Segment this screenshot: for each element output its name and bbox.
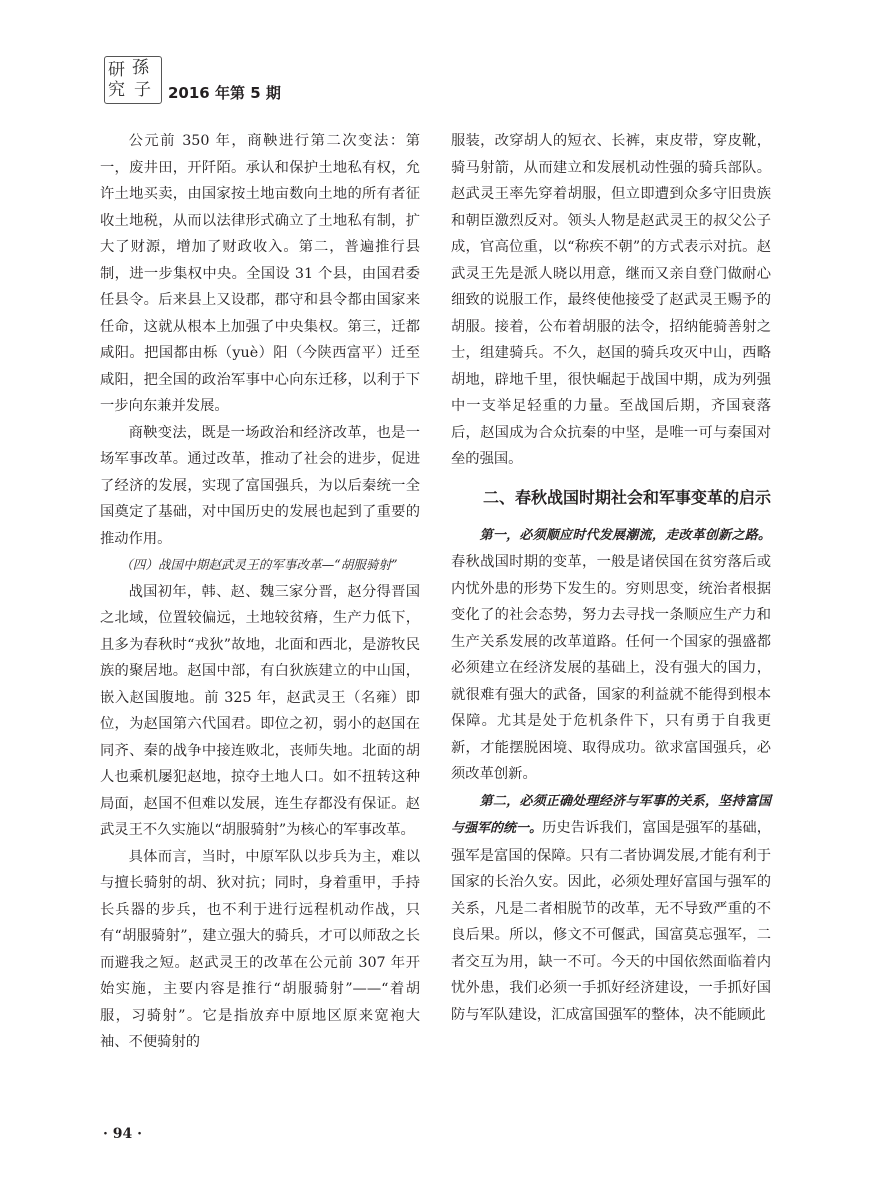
paragraph: 商鞅变法，既是一场政治和经济改革，也是一场军事改革。通过改革，推动了社会的进步，促进了经济的发展，实现了富国强兵，为以后秦统一全国奠定了基础，对中国历史的发展也起到了重要的推动作用。 [100, 424, 420, 547]
paragraph [451, 522, 771, 788]
paragraph-lead: 第一，必须顺应时代发展潮流，走改革创新之路。 [479, 527, 771, 543]
logo-char: 子 [134, 80, 151, 100]
paragraph: 服装，改穿胡人的短衣、长裤，束皮带，穿皮靴，骑马射箭，从而建立和发展机动性强的骑兵部队。赵武灵王率先穿着胡服，但立即遭到众多守旧贵族和朝臣激烈反对。领头人物是赵武灵王的叔父公子成，官高位重，以“称疾不朝”的方式表示对抗。赵武灵王先是派人晓以用意，继而又亲自登门做耐心细致的说服工作，最终使他接受了赵武灵王赐予的胡服。接着，公布着胡服的法令，招纳能骑善射之士，组建骑兵。不久，赵国的骑兵攻灭中山，西略胡地，辟地千里，很快崛起于战国中期，成为列强中一支举足轻重的力量。至战国后期，齐国衰落后，赵国成为合众抗秦的中坚，是唯一可与秦国对垒的强国。 [451, 133, 771, 467]
left-column [100, 128, 420, 1056]
logo-char: 研 [108, 60, 125, 80]
journal-logo [104, 56, 162, 104]
page-number: · 94 · [103, 1126, 142, 1142]
paragraph [451, 788, 771, 1029]
paragraph-lead: 第二，必须正确处理经济与军事的关系，坚持富国与强军的统一。 [451, 793, 771, 836]
logo-char: 究 [108, 80, 125, 100]
paragraph: 战国初年，韩、赵、魏三家分晋，赵分得晋国之北域，位置较偏远，土地较贫瘠，生产力低下，且多为春秋时“戎狄”故地，北面和西北，是游牧民族的聚居地。赵国中部，有白狄族建立的中山国，嵌入赵国腹地。前 325 年，赵武灵王（名雍）即位，为赵国第六代国君。即位之初，弱小的赵国在同齐、秦的战争中接连败北，丧师失地。北面的胡人也乘机屡犯赵地，掠夺土地人口。如不扭转这种局面，赵国不但难以发展，连生存都没有保证。赵武灵王不久实施以“胡服骑射”为核心的军事改革。 [100, 583, 420, 838]
subheading: （四）战国中期赵武灵王的军事改革—“胡服骑射” [120, 557, 398, 572]
right-column [451, 128, 771, 1028]
paragraph-body: 春秋战国时期的变革，一般是诸侯国在贫穷落后或内忧外患的形势下发生的。穷则思变，统治者根据变化了的社会态势，努力去寻找一条顺应生产力和生产关系发展的改革道路。任何一个国家的强盛都必须建立在经济发展的基础上，没有强大的国力，就很难有强大的武备，国家的利益就不能得到根本保障。尤其是处于危机条件下，只有勇于自我更新，才能摆脱困境、取得成功。欲求富国强兵，必须改革创新。 [451, 554, 771, 782]
section-heading: 二、春秋战国时期社会和军事变革的启示 [483, 487, 772, 507]
logo-char: 孫 [132, 58, 149, 78]
paragraph: 公元前 350 年，商鞅进行第二次变法：第一，废井田，开阡陌。承认和保护土地私有权，允许土地买卖，由国家按土地亩数向土地的所有者征收土地税，从而以法律形式确立了土地私有制，扩大了财源，增加了财政收入。第二，普遍推行县制，进一步集权中央。全国设 31 个县，由国君委任县令。后来县上又设郡，郡守和县令都由国家来任命，这就从根本上加强了中央集权。第三，迁都咸阳。把国都由栎（yuè）阳（今陕西富平）迁至咸阳，把全国的政治军事中心向东迁移，以利于下一步向东兼并发展。 [100, 133, 420, 414]
issue-label: 2016 年第 5 期 [168, 84, 281, 102]
paragraph: 具体而言，当时，中原军队以步兵为主，难以与擅长骑射的胡、狄对抗；同时，身着重甲，手持长兵器的步兵，也不利于进行远程机动作战，只有“胡服骑射”，建立强大的骑兵，才可以师敌之长而避我之短。赵武灵王的改革在公元前 307 年开始实施，主要内容是推行“胡服骑射”——“着胡服，习骑射”。它是指放弃中原地区原来宽袍大袖、不便骑射的 [100, 848, 420, 1050]
paragraph-body: 历史告诉我们，富国是强军的基础，强军是富国的保障。只有二者协调发展,才能有利于国家的长治久安。因此，必须处理好富国与强军的关系，凡是二者相脱节的改革，无不导致严重的不良后果。所以，修文不可偃武，国富莫忘强军，二者交互为用，缺一不可。今天的中国依然面临着内忧外患，我们必须一手抓好经济建设，一手抓好国防与军队建设，汇成富国强军的整体，决不能顾此 [451, 820, 771, 1023]
